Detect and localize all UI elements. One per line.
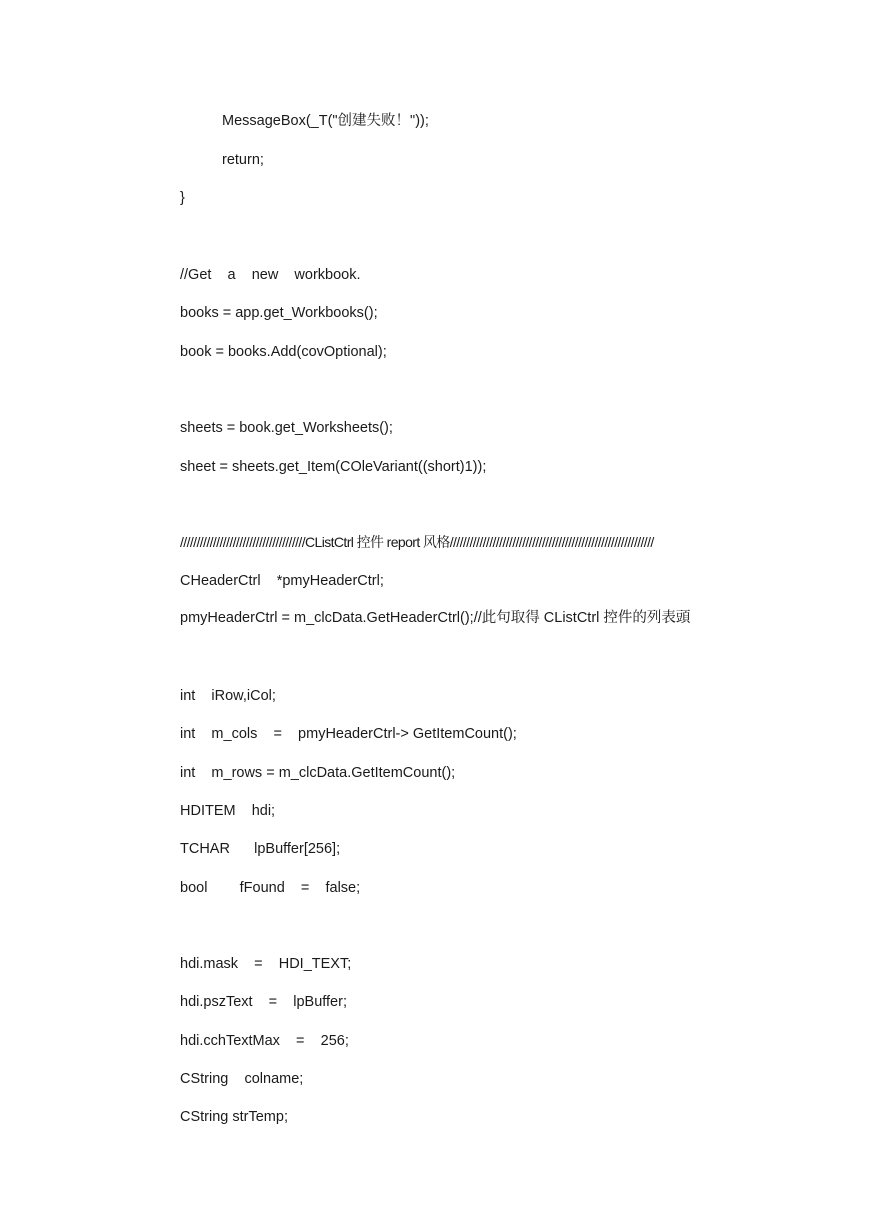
code-line-close-brace: }	[180, 190, 185, 206]
code-line-sheets: sheets = book.get_Worksheets();	[180, 420, 393, 436]
code-line-hdi-psztext: hdi.pszText = lpBuffer;	[180, 994, 347, 1010]
code-line-comment-workbook: //Get a new workbook.	[180, 267, 361, 283]
code-line-hdi-mask: hdi.mask = HDI_TEXT;	[180, 956, 352, 972]
code-line-bool: bool fFound = false;	[180, 880, 361, 896]
code-line-int-cols: int m_cols = pmyHeaderCtrl-> GetItemCount();	[180, 726, 517, 742]
code-line-cstring-strtemp: CString strTemp;	[180, 1109, 288, 1125]
code-line-cstring-colname: CString colname;	[180, 1071, 304, 1087]
code-line-int-row-col: int iRow,iCol;	[180, 688, 276, 704]
code-line-hditem: HDITEM hdi;	[180, 803, 276, 819]
code-line-sheet: sheet = sheets.get_Item(COleVariant((short)1));	[180, 459, 487, 475]
code-line-separator-comment: //////////////////////////////////////CListCtrl 控件 report 风格//////////////////////////////////////////////////////////////	[180, 534, 654, 550]
code-line-hdi-cchtextmax: hdi.cchTextMax = 256;	[180, 1033, 349, 1049]
code-line-get-header-ctrl: pmyHeaderCtrl = m_clcData.GetHeaderCtrl();//此句取得 CListCtrl 控件的列表頭	[180, 610, 691, 626]
code-line-messagebox: MessageBox(_T("创建失败！"));	[222, 113, 429, 129]
code-line-return: return;	[222, 152, 264, 168]
code-line-header-ctrl-decl: CHeaderCtrl *pmyHeaderCtrl;	[180, 573, 384, 589]
code-line-int-rows: int m_rows = m_clcData.GetItemCount();	[180, 765, 456, 781]
code-line-book: book = books.Add(covOptional);	[180, 344, 387, 360]
code-line-books: books = app.get_Workbooks();	[180, 305, 378, 321]
code-line-tchar: TCHAR lpBuffer[256];	[180, 841, 341, 857]
